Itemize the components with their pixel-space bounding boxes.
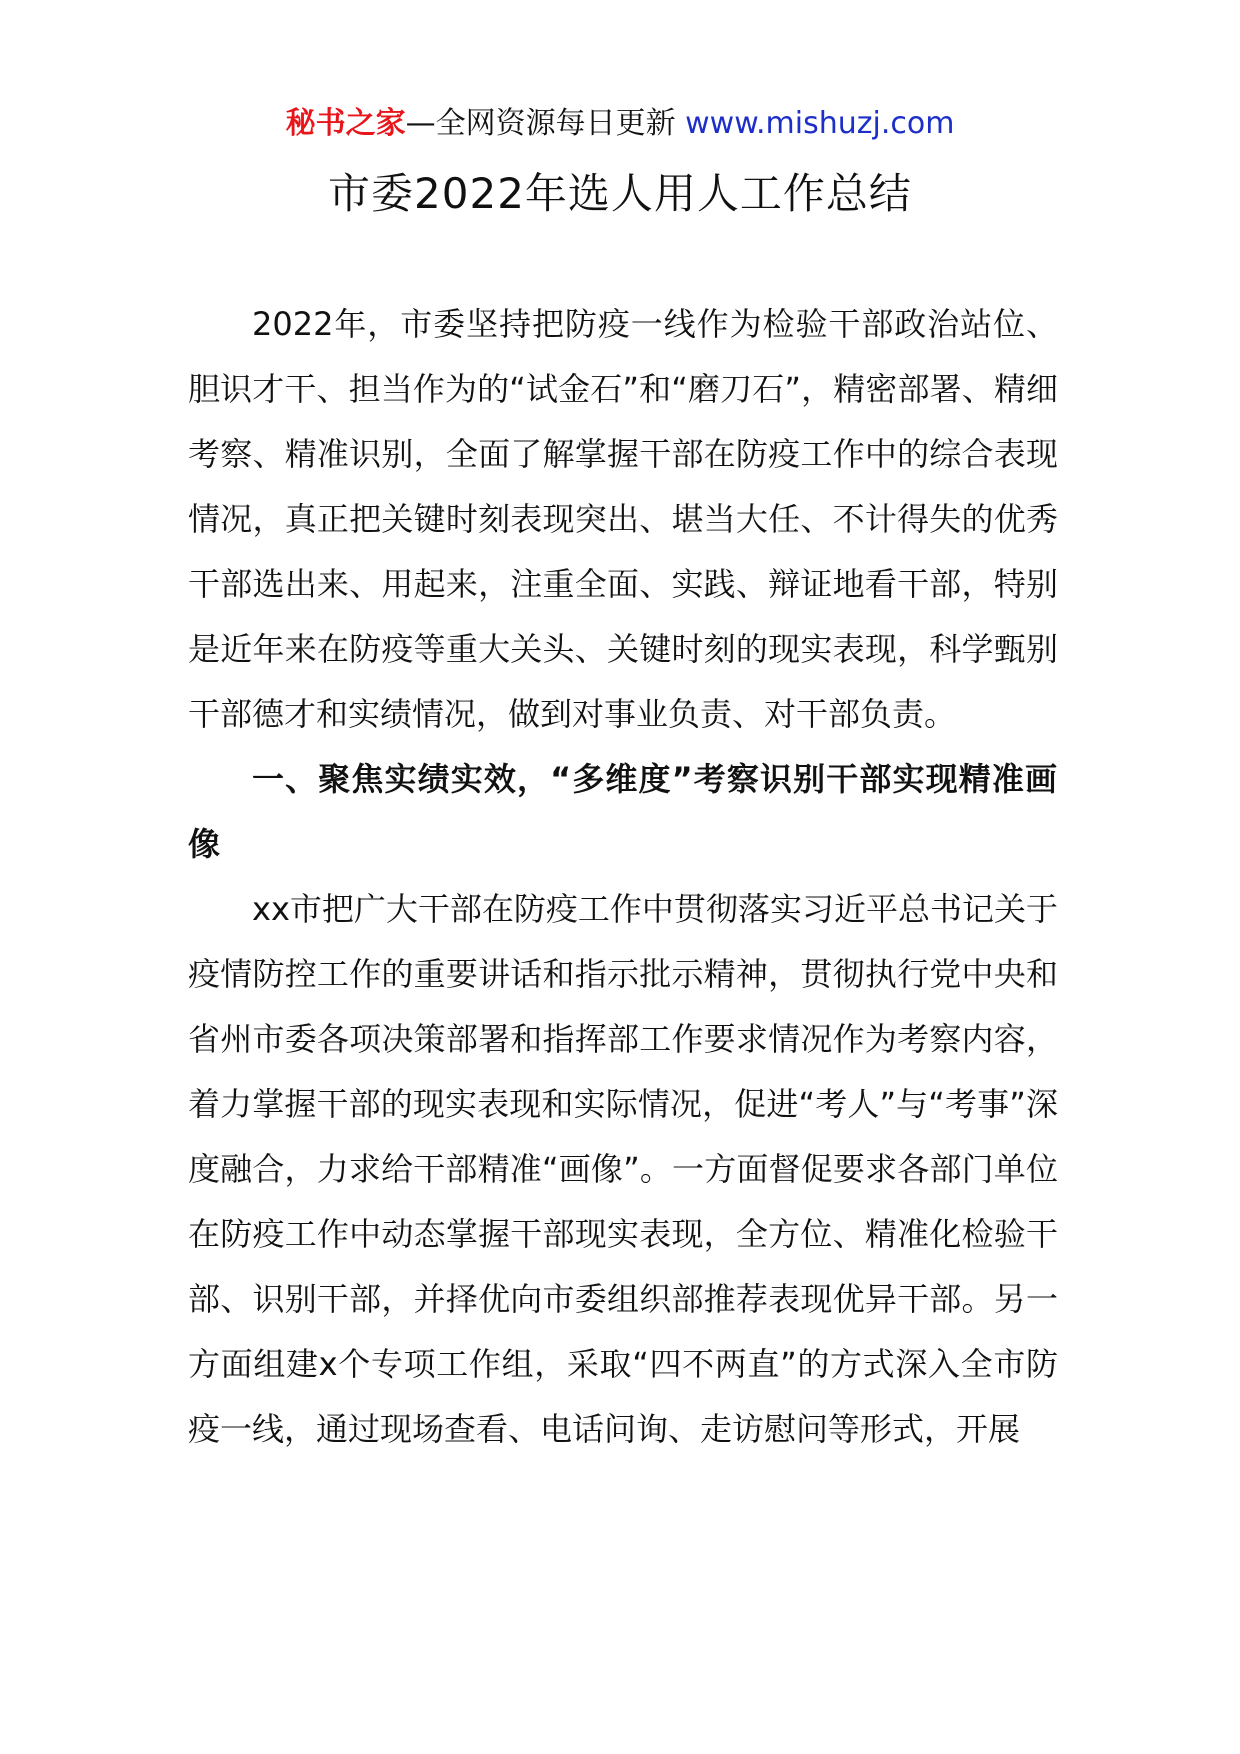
- brand-name: 秘书之家: [285, 106, 406, 141]
- site-header: [0, 100, 1240, 148]
- document-title: 市委2022年选人用人工作总结: [328, 169, 912, 218]
- section-heading-1: 一、聚焦实绩实效，“多维度”考察识别干部实现精准画像: [188, 760, 1058, 863]
- document-body: [188, 292, 1058, 1462]
- header-tagline: —全网资源每日更新: [405, 106, 686, 141]
- paragraph-section-1: xx市把广大干部在防疫工作中贯彻落实习近平总书记关于疫情防控工作的重要讲话和指示批示精神，贯彻执行党中央和省州市委各项决策部署和指挥部工作要求情况作为考察内容，着力掌握干部的现实表现和实际情况，促进“考人”与“考事”深度融合，力求给干部精准“画像”。一方面督促要求各部门单位在防疫工作中动态掌握干部现实表现，全方位、精准化检验干部、识别干部，并择优向市委组织部推荐表现优异干部。另一方面组建x个专项工作组，采取“四不两直”的方式深入全市防疫一线，通过现场查看、电话问询、走访慰问等形式，开展: [188, 890, 1058, 1448]
- site-url-link[interactable]: www.mishuzj.com: [685, 106, 955, 141]
- paragraph-intro: 2022年，市委坚持把防疫一线作为检验干部政治站位、胆识才干、担当作为的“试金石”和“磨刀石”，精密部署、精细考察、精准识别，全面了解掌握干部在防疫工作中的综合表现情况，真正把关键时刻表现突出、堪当大任、不计得失的优秀干部选出来、用起来，注重全面、实践、辩证地看干部，特别是近年来在防疫等重大关头、关键时刻的现实表现，科学甄别干部德才和实绩情况，做到对事业负责、对干部负责。: [188, 305, 1058, 733]
